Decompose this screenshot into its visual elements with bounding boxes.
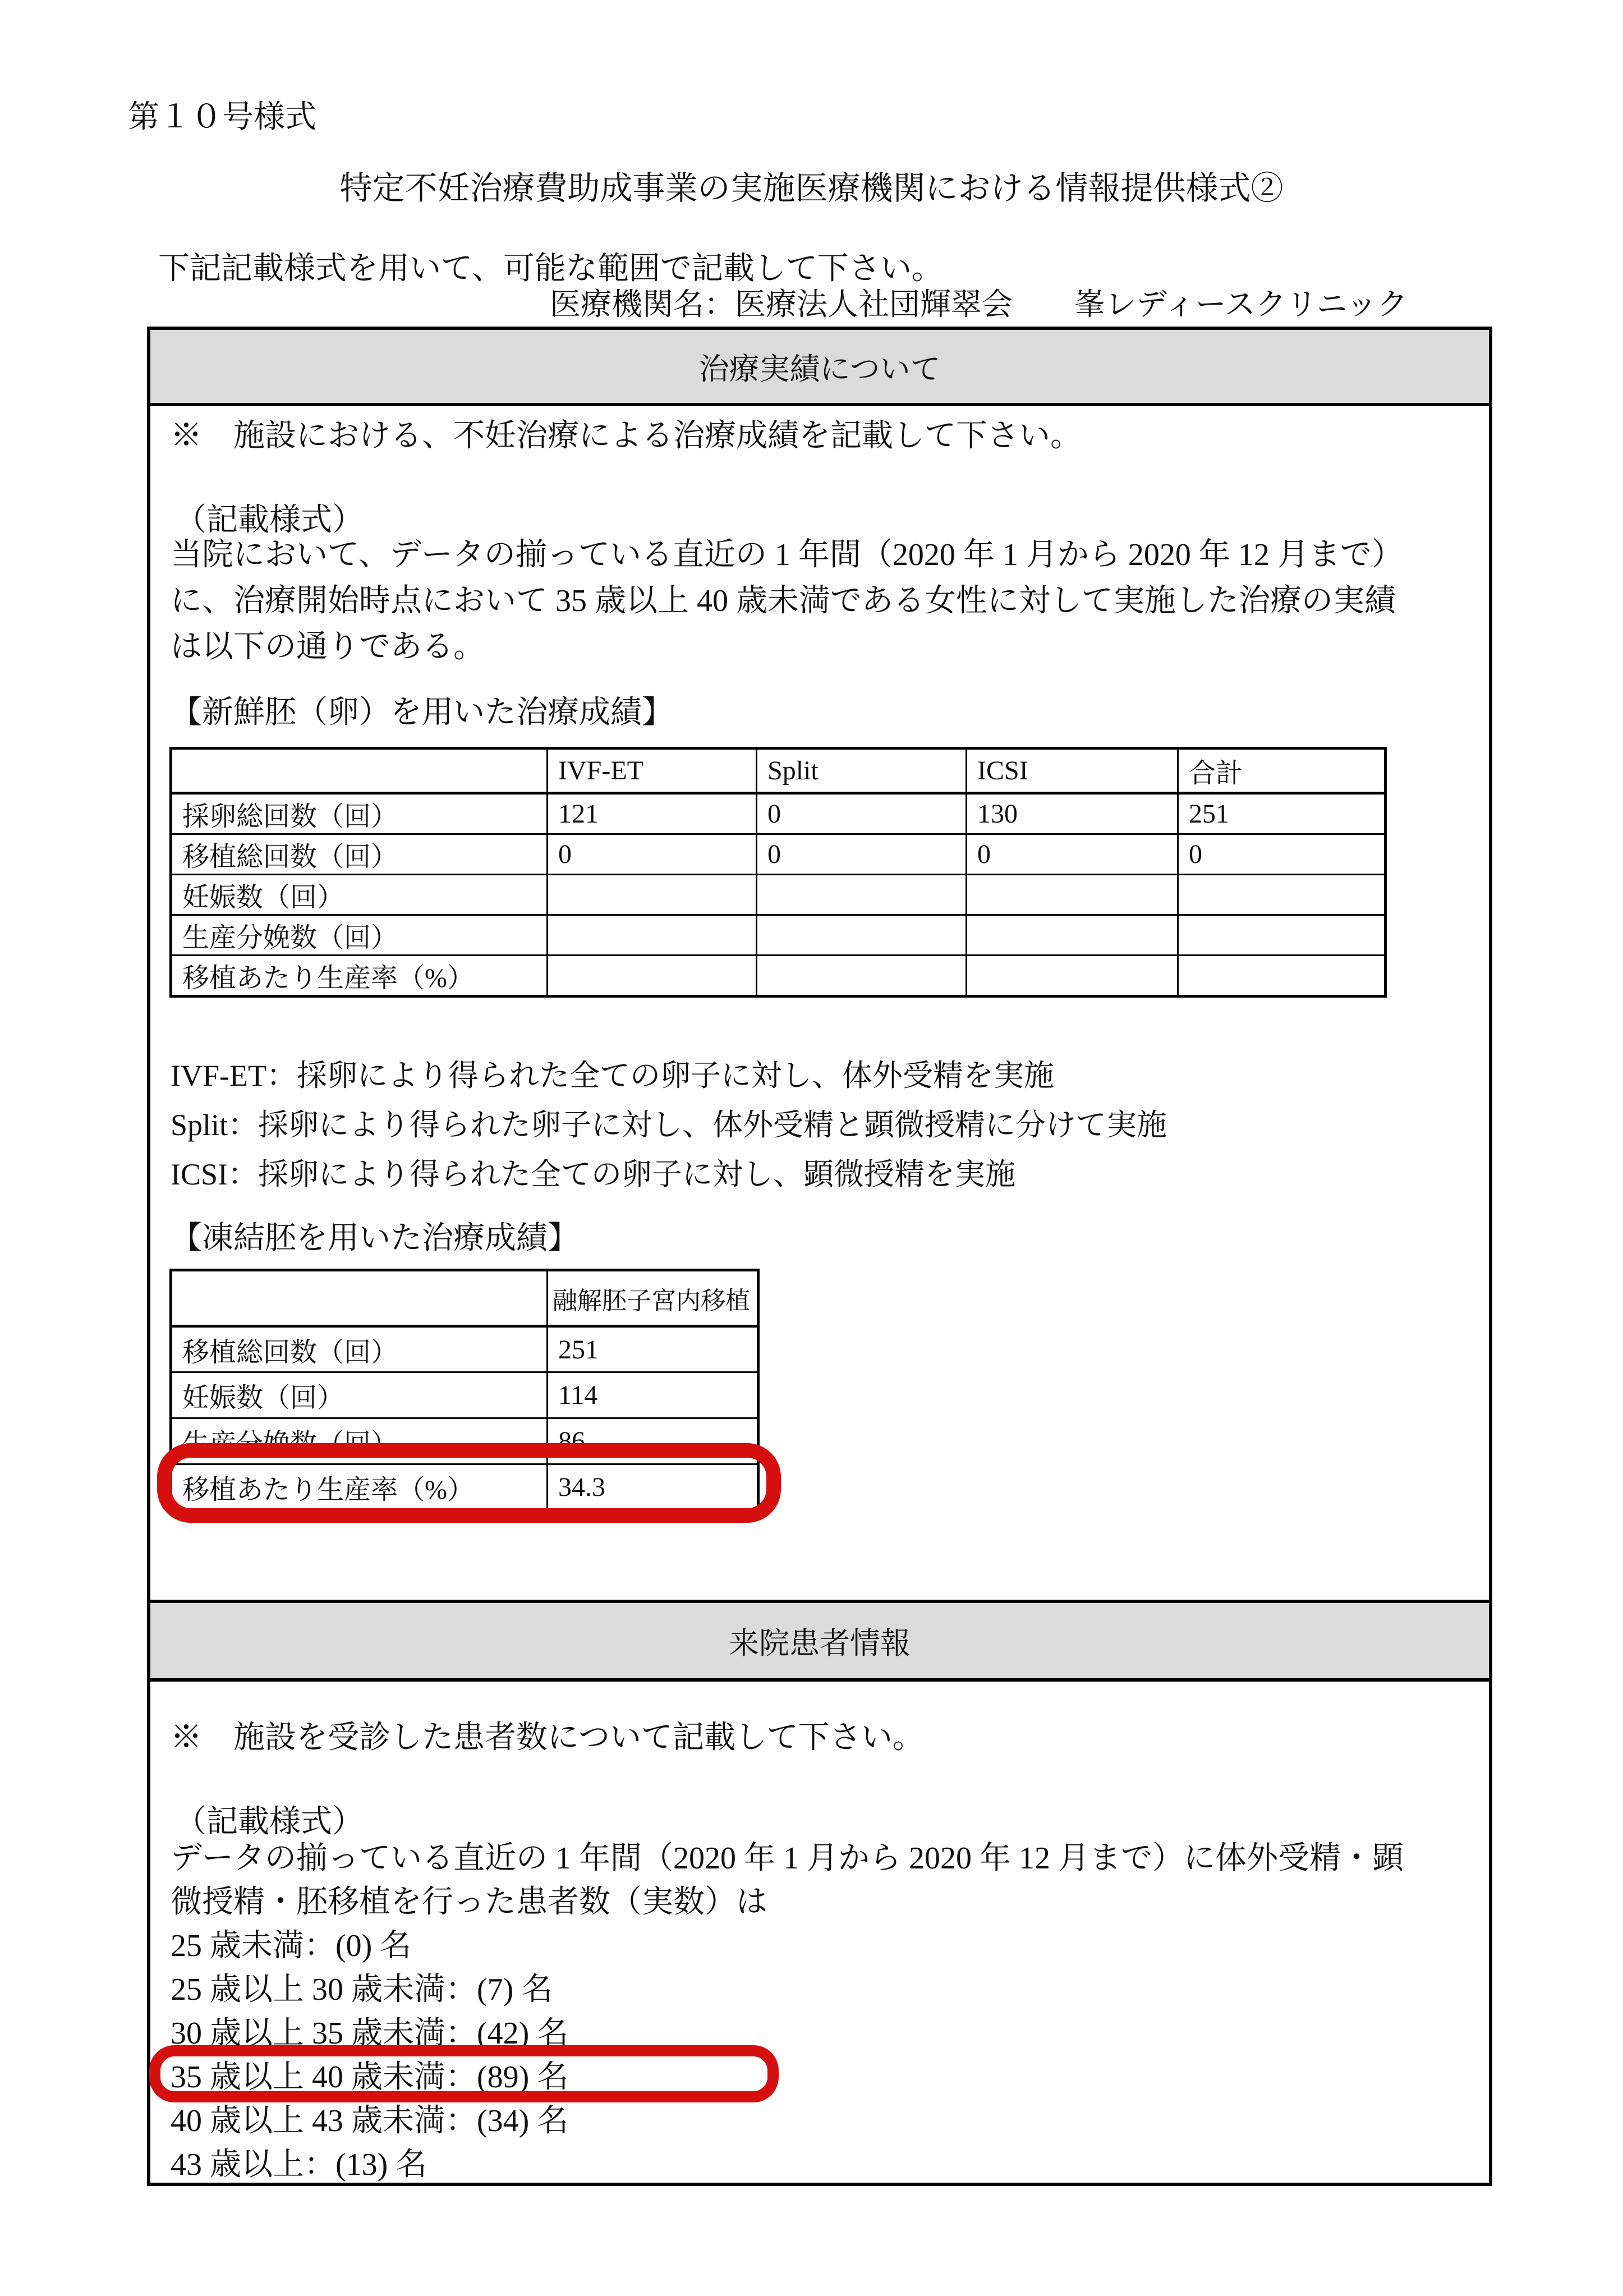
document-title: 特定不妊治療費助成事業の実施医療機関における情報提供様式② — [339, 170, 1284, 206]
cell-value: 114 — [548, 1372, 758, 1418]
treatment-description-line: に、治療開始時点において 35 歳以上 40 歳未満である女性に対して実施した治療の実績 — [171, 584, 1396, 618]
cell-value — [757, 875, 967, 915]
header-cell-icsi: ICSI — [967, 749, 1178, 793]
patients-format-label: （記載様式） — [175, 1804, 364, 1839]
cell-value — [548, 915, 757, 956]
cell-value — [548, 875, 757, 915]
cell-value — [757, 915, 967, 956]
table-row — [171, 1372, 758, 1418]
header-cell-total: 合計 — [1178, 749, 1386, 793]
treatment-format-label: （記載様式） — [175, 503, 364, 538]
cell-value: 0 — [967, 834, 1178, 875]
header-cell-split: Split — [757, 749, 967, 793]
header-cell-empty — [171, 749, 548, 793]
table-header-row — [171, 749, 1386, 793]
cell-value: 86 — [548, 1418, 758, 1464]
fresh-embryo-results-table — [169, 747, 1387, 998]
table-row — [171, 956, 1386, 997]
legend-line-split: Split：採卵により得られた卵子に対し、体外受精と顕微授精に分けて実施 — [171, 1108, 1167, 1142]
table-row — [171, 834, 1386, 875]
cell-value: 34.3 — [548, 1464, 758, 1510]
cell-value — [967, 915, 1178, 956]
row-label: 採卵総回数（回） — [171, 793, 548, 834]
frozen-table-title: 【凍結胚を用いた治療成績】 — [171, 1221, 579, 1256]
patients-description-line: データの揃っている直近の 1 年間（2020 年 1 月から 2020 年 12 月まで）に体外受精・顕 — [171, 1841, 1404, 1876]
cell-value — [1178, 875, 1386, 915]
fill-instruction: 下記記載様式を用いて、可能な範囲で記載して下さい。 — [158, 251, 943, 286]
row-label: 移植あたり生産率（%） — [171, 956, 548, 997]
row-label: 移植あたり生産率（%） — [171, 1464, 548, 1510]
treatment-description — [171, 532, 1403, 670]
treatment-description-line: 当院において、データの揃っている直近の 1 年間（2020 年 1 月から 2020 年 12 月まで） — [171, 538, 1403, 572]
section-header-patients: 来院患者情報 — [150, 1600, 1489, 1682]
header-cell-empty — [171, 1270, 548, 1326]
form-border-box — [147, 327, 1492, 2186]
age-line-30-35: 30 歳以上 35 歳未満：(42) 名 — [171, 2016, 569, 2051]
cell-value — [967, 956, 1178, 997]
treatment-note: ※ 施設における、不妊治療による治療成績を記載して下さい。 — [171, 419, 1082, 453]
cell-value: 121 — [548, 793, 757, 834]
cell-value — [548, 956, 757, 997]
patients-description — [171, 1836, 1404, 1924]
treatment-description-line: は以下の通りである。 — [171, 630, 485, 664]
row-label: 生産分娩数（回） — [171, 915, 548, 956]
cell-value: 251 — [1178, 793, 1386, 834]
highlight-oval-frozen-birth-rate — [157, 1443, 781, 1523]
row-label: 妊娠数（回） — [171, 875, 548, 915]
row-label: 生産分娩数（回） — [171, 1418, 548, 1464]
section-header-treatment: 治療実績について — [150, 330, 1489, 406]
row-label: 移植総回数（回） — [171, 1326, 548, 1372]
highlight-oval-age-35-40 — [149, 2045, 779, 2102]
table-header-row — [171, 1270, 758, 1326]
cell-value — [757, 956, 967, 997]
cell-value — [1178, 956, 1386, 997]
age-line-40-43: 40 歳以上 43 歳未満：(34) 名 — [171, 2104, 569, 2138]
table-row — [171, 875, 1386, 915]
patients-description-line: 微授精・胚移植を行った患者数（実数）は — [171, 1885, 767, 1920]
institution-name-line: 医療機関名：医療法人社団輝翠会 峯レディースクリニック — [549, 279, 1481, 332]
header-cell-ivf-et: IVF-ET — [548, 749, 757, 793]
cell-value: 0 — [757, 793, 967, 834]
cell-value: 0 — [548, 834, 757, 875]
cell-value — [967, 875, 1178, 915]
cell-value: 0 — [757, 834, 967, 875]
method-legend — [171, 1051, 1167, 1199]
age-line-25-30: 25 歳以上 30 歳未満：(7) 名 — [171, 1972, 553, 2007]
table-row — [171, 1326, 758, 1372]
header-cell-thawed-transfer: 融解胚子宮内移植 — [548, 1270, 758, 1326]
legend-line-ivf-et: IVF-ET：採卵により得られた全ての卵子に対し、体外受精を実施 — [171, 1059, 1054, 1092]
cell-value — [1178, 915, 1386, 956]
age-line-35-40: 35 歳以上 40 歳未満：(89) 名 — [171, 2060, 569, 2095]
legend-line-icsi: ICSI：採卵により得られた全ての卵子に対し、顕微授精を実施 — [171, 1158, 1016, 1191]
cell-value: 0 — [1178, 834, 1386, 875]
age-line-under25: 25 歳未満：(0) 名 — [171, 1928, 412, 1963]
cell-value: 251 — [548, 1326, 758, 1372]
patients-note: ※ 施設を受診した患者数について記載して下さい。 — [171, 1720, 924, 1755]
fresh-table-title: 【新鮮胚（卵）を用いた治療成績】 — [171, 695, 673, 730]
table-row — [171, 793, 1386, 834]
row-label: 妊娠数（回） — [171, 1372, 548, 1418]
age-line-over43: 43 歳以上：(13) 名 — [171, 2147, 427, 2182]
cell-value: 130 — [967, 793, 1178, 834]
form-number: 第１０号様式 — [128, 100, 316, 135]
row-label: 移植総回数（回） — [171, 834, 548, 875]
table-row — [171, 915, 1386, 956]
